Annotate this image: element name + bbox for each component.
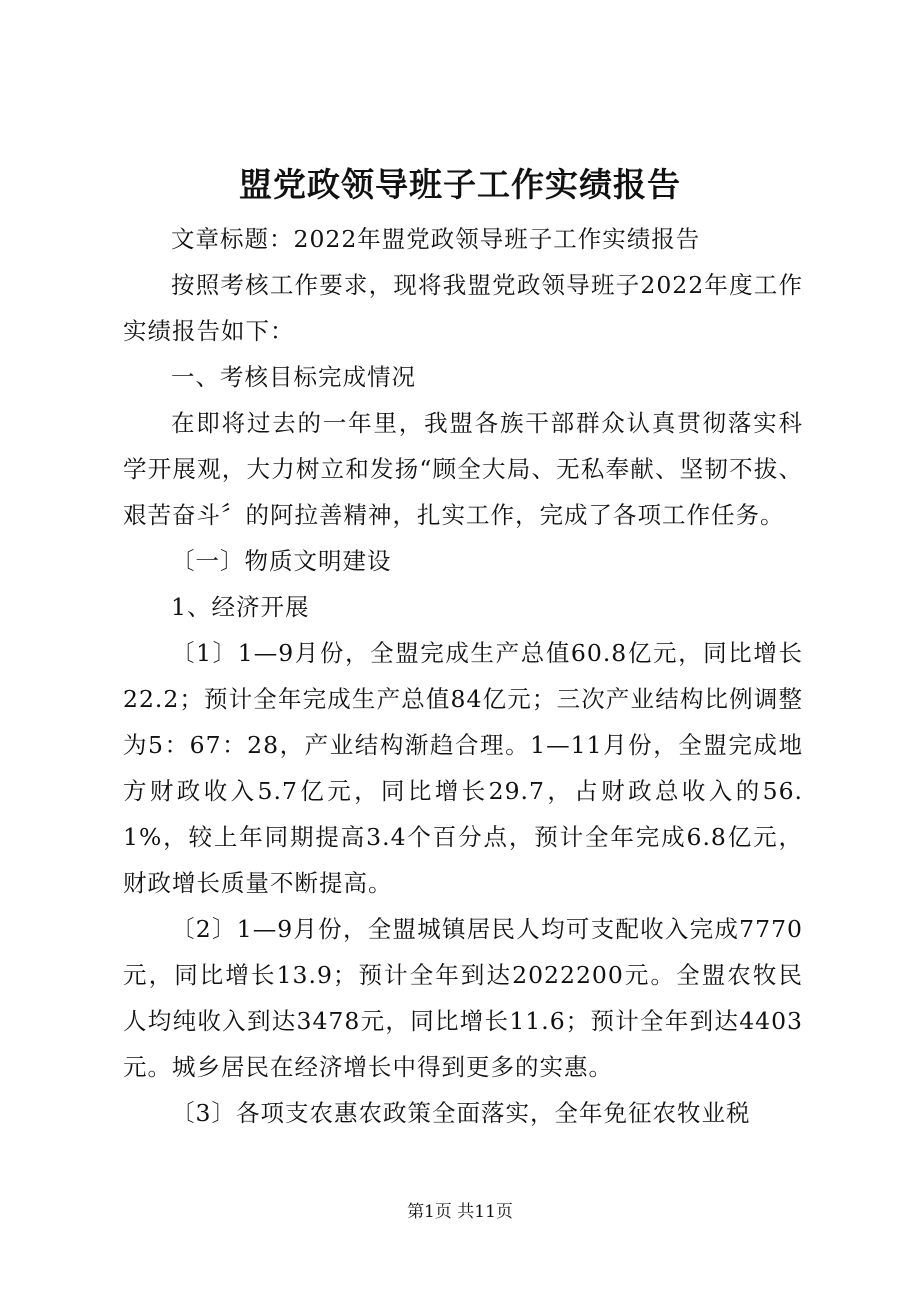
paragraph-overview: 在即将过去的一年里，我盟各族干部群众认真贯彻落实科学开展观，大力树立和发扬“顾全大局、无私奉献、坚韧不拔、艰苦奋斗〞的阿拉善精神，扎实工作，完成了各项工作任务。 — [123, 409, 803, 529]
paragraph-article-title: 文章标题：2022年盟党政领导班子工作实绩报告 — [171, 225, 701, 253]
heading-section-1: 一、考核目标完成情况 — [171, 363, 416, 391]
paragraph-economy-2: 〔2〕1—9月份，全盟城镇居民人均可支配收入完成7770元，同比增长13.9；预计全年到达2022200元。全盟农牧民人均纯收入到达3478元，同比增长11.6；预计全年到达4403元。城乡居民在经济增长中得到更多的实惠。 — [123, 915, 803, 1081]
paragraph-intro: 按照考核工作要求，现将我盟党政领导班子2022年度工作实绩报告如下： — [123, 271, 803, 345]
page-footer: 第1页 共11页 — [407, 1202, 513, 1222]
paragraph-economy-3: 〔3〕各项支农惠农政策全面落实，全年免征农牧业税 — [171, 1099, 751, 1127]
heading-subsection-1: 〔一〕物质文明建设 — [171, 547, 392, 575]
heading-item-1: 1、经济开展 — [171, 593, 310, 621]
document-title: 盟党政领导班子工作实绩报告 — [239, 165, 681, 204]
paragraph-economy-1: 〔1〕1—9月份，全盟完成生产总值60.8亿元，同比增长22.2；预计全年完成生产总值84亿元；三次产业结构比例调整为5：67：28，产业结构渐趋合理。1—11月份，全盟完成地方财政收入5.7亿元，同比增长29.7，占财政总收入的56.1%，较上年同期提高3.4个百分点，预计全年完成6.8亿元，财政增长质量不断提高。 — [123, 639, 803, 897]
document-body — [123, 216, 803, 1136]
